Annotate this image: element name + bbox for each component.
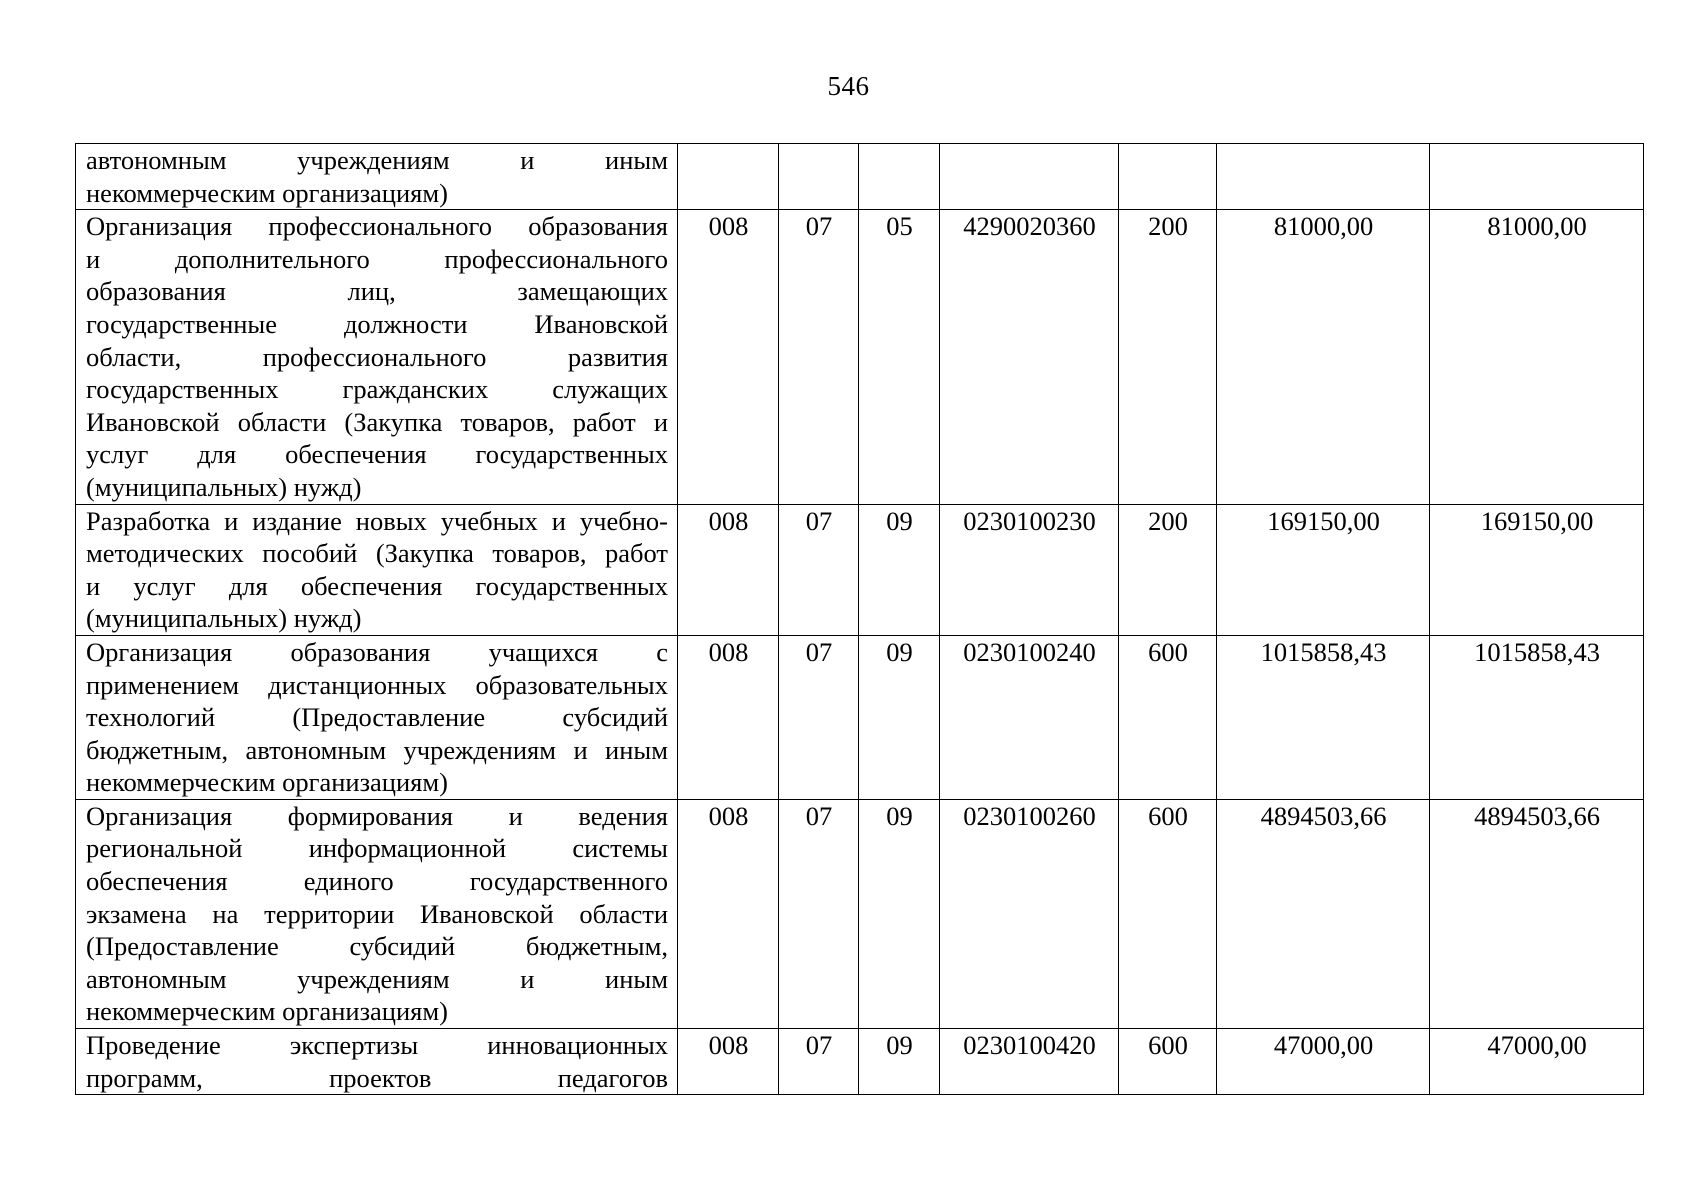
cell-csr: 4290020360 [940, 210, 1119, 504]
table-row [76, 1029, 1644, 1095]
name-line: Организация формирования и ведения [86, 800, 668, 831]
cell-name [76, 504, 678, 635]
cell-gr: 008 [678, 1029, 779, 1095]
cell-rz: 07 [779, 1029, 859, 1095]
cell-pr: 09 [859, 504, 940, 635]
cell-vr: 200 [1119, 504, 1217, 635]
name-line: (муниципальных) нужд) [86, 603, 362, 634]
name-line: некоммерческим организациям) [86, 767, 448, 798]
name-line: экзамена на территории Ивановской области [86, 898, 668, 929]
name-line: (муниципальных) нужд) [86, 471, 362, 502]
name-line: бюджетным, автономным учреждениям и иным [86, 734, 668, 765]
cell-name [76, 635, 678, 799]
name-line: региональной информационной системы [86, 833, 668, 864]
name-line: некоммерческим организациям) [86, 996, 448, 1027]
cell-gr: 008 [678, 504, 779, 635]
name-line: Проведение экспертизы инновационных [86, 1030, 668, 1061]
cell-pr: 09 [859, 635, 940, 799]
cell-gr: 008 [678, 799, 779, 1028]
cell-sum-1: 4894503,66 [1217, 799, 1430, 1028]
cell-vr [1119, 144, 1217, 210]
cell-csr: 0230100230 [940, 504, 1119, 635]
cell-sum-2: 47000,00 [1430, 1029, 1644, 1095]
cell-csr: 0230100420 [940, 1029, 1119, 1095]
cell-pr: 09 [859, 1029, 940, 1095]
name-line: технологий (Предоставление субсидий [86, 702, 668, 733]
name-line: Ивановской области (Закупка товаров, работ и [86, 406, 668, 437]
name-line: государственные должности Ивановской [86, 308, 668, 339]
cell-rz: 07 [779, 635, 859, 799]
name-line: (Предоставление субсидий бюджетным, [86, 931, 668, 962]
cell-rz: 07 [779, 504, 859, 635]
name-line: государственных гражданских служащих [86, 374, 668, 405]
name-line: Разработка и издание новых учебных и учебно- [86, 505, 668, 536]
name-line: услуг для обеспечения государственных [86, 439, 668, 470]
name-line: Организация профессионального образования [86, 211, 668, 242]
table-row [76, 799, 1644, 1028]
cell-name [76, 799, 678, 1028]
cell-csr: 0230100240 [940, 635, 1119, 799]
table-body [76, 144, 1644, 1095]
cell-vr: 600 [1119, 635, 1217, 799]
cell-rz: 07 [779, 799, 859, 1028]
cell-sum-1: 1015858,43 [1217, 635, 1430, 799]
name-line: образования лиц, замещающих [86, 276, 668, 307]
table-row [76, 144, 1644, 210]
cell-pr: 09 [859, 799, 940, 1028]
table-row [76, 504, 1644, 635]
cell-pr: 05 [859, 210, 940, 504]
cell-csr [940, 144, 1119, 210]
cell-sum-1: 81000,00 [1217, 210, 1430, 504]
cell-gr: 008 [678, 210, 779, 504]
cell-gr [678, 144, 779, 210]
cell-name [76, 210, 678, 504]
cell-sum-2: 81000,00 [1430, 210, 1644, 504]
cell-pr [859, 144, 940, 210]
table-row [76, 635, 1644, 799]
cell-sum-1 [1217, 144, 1430, 210]
cell-sum-2 [1430, 144, 1644, 210]
cell-rz: 07 [779, 210, 859, 504]
cell-sum-2: 169150,00 [1430, 504, 1644, 635]
cell-rz [779, 144, 859, 210]
name-line: некоммерческим организациям) [86, 177, 448, 208]
name-line: обеспечения единого государственного [86, 866, 668, 897]
cell-sum-2: 4894503,66 [1430, 799, 1644, 1028]
name-line: программ, проектов педагогов [86, 1062, 668, 1093]
name-line: методических пособий (Закупка товаров, работ [86, 538, 668, 569]
page-number: 546 [827, 71, 870, 101]
name-line: Организация образования учащихся с [86, 636, 668, 667]
cell-vr: 600 [1119, 1029, 1217, 1095]
name-line: автономным учреждениям и иным [86, 963, 668, 994]
name-line: и дополнительного профессионального [86, 243, 668, 274]
cell-vr: 200 [1119, 210, 1217, 504]
table-row [76, 210, 1644, 504]
cell-csr: 0230100260 [940, 799, 1119, 1028]
cell-sum-1: 47000,00 [1217, 1029, 1430, 1095]
cell-name [76, 1029, 678, 1095]
budget-table [75, 143, 1644, 1095]
name-line: применением дистанционных образовательных [86, 669, 668, 700]
cell-gr: 008 [678, 635, 779, 799]
cell-sum-1: 169150,00 [1217, 504, 1430, 635]
name-line: области, профессионального развития [86, 341, 668, 372]
cell-sum-2: 1015858,43 [1430, 635, 1644, 799]
cell-name [76, 144, 678, 210]
name-line: автономным учреждениям и иным [86, 145, 668, 175]
name-line: и услуг для обеспечения государственных [86, 570, 668, 601]
cell-vr: 600 [1119, 799, 1217, 1028]
